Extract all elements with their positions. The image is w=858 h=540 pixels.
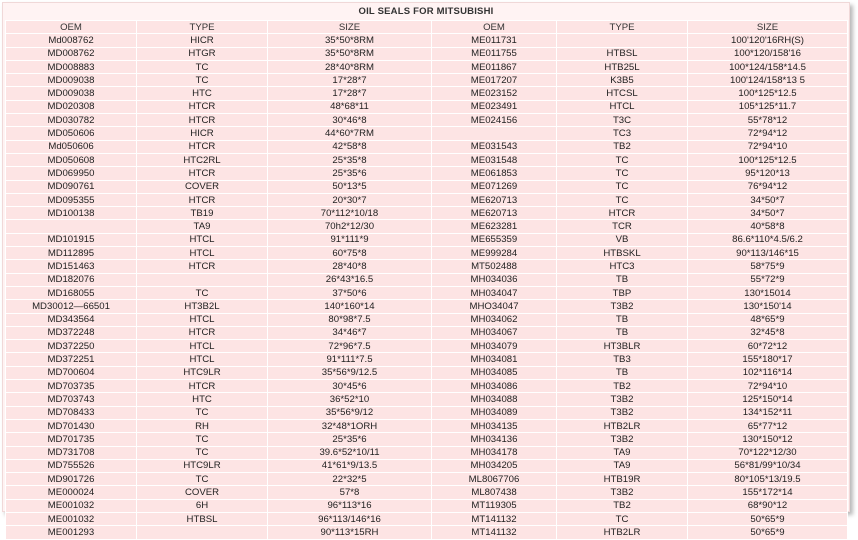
oem-cell: MD168055	[6, 286, 137, 299]
oem-cell: MD755526	[6, 459, 137, 472]
oem-cell	[6, 220, 137, 233]
table-row	[6, 499, 848, 512]
type-cell: HTBSL	[137, 512, 268, 525]
type-cell: TC	[137, 433, 268, 446]
oem-cell: MD069950	[6, 167, 137, 180]
type-cell: HTCL	[137, 340, 268, 353]
table-row	[6, 380, 848, 393]
oem-cell: MD008762	[6, 47, 137, 60]
table-row	[6, 87, 848, 100]
oem-cell: Md008762	[6, 34, 137, 47]
table-row	[6, 127, 848, 140]
oem-cell-2: ME620713	[432, 207, 557, 220]
oem-cell-2: ML8067706	[432, 473, 557, 486]
type-cell: HTCR	[137, 380, 268, 393]
type-cell-2: HTB2LR	[557, 419, 688, 432]
oem-cell: MD151463	[6, 260, 137, 273]
size-cell-2: 125*150*14	[688, 393, 848, 406]
oem-cell: MD101915	[6, 233, 137, 246]
oem-cell: MD30012—66501	[6, 300, 137, 313]
oem-cell-2: ME061853	[432, 167, 557, 180]
oem-cell-2: MT141132	[432, 512, 557, 525]
size-cell: 39.6*52*10/11	[268, 446, 432, 459]
oem-cell-2: MH034067	[432, 326, 557, 339]
oil-seals-panel	[2, 2, 850, 538]
type-cell: HTCL	[137, 233, 268, 246]
size-cell-2: 80*105*13/19.5	[688, 473, 848, 486]
type-cell: HTCR	[137, 193, 268, 206]
type-cell-2: VB	[557, 233, 688, 246]
size-cell: 48*68*11	[268, 100, 432, 113]
size-cell-2: 130*15014	[688, 286, 848, 299]
table-row	[6, 153, 848, 166]
oem-cell: MD008883	[6, 60, 137, 73]
oem-cell: ME001032	[6, 512, 137, 525]
oem-cell-2: ME999284	[432, 247, 557, 260]
type-cell-2: TC	[557, 167, 688, 180]
col-header-oem: OEM	[6, 21, 137, 34]
type-cell-2: TC3	[557, 127, 688, 140]
size-cell: 57*8	[268, 486, 432, 499]
size-cell-2: 155*172*14	[688, 486, 848, 499]
type-cell: HTCR	[137, 100, 268, 113]
table-row	[6, 233, 848, 246]
size-cell: 32*48*1ORH	[268, 419, 432, 432]
size-cell: 25*35*6	[268, 433, 432, 446]
oem-cell-2: MT502488	[432, 260, 557, 273]
col-header-type-2: TYPE	[557, 21, 688, 34]
size-cell: 50*13*5	[268, 180, 432, 193]
oem-cell: Md050606	[6, 140, 137, 153]
oem-cell-2: ME620713	[432, 193, 557, 206]
type-cell-2: T3B2	[557, 406, 688, 419]
size-cell-2: 72*94*10	[688, 380, 848, 393]
type-cell-2: HTB19R	[557, 473, 688, 486]
table-row	[6, 419, 848, 432]
size-cell: 70h2*12/30	[268, 220, 432, 233]
type-cell-2: TBP	[557, 286, 688, 299]
type-cell-2: TC	[557, 512, 688, 525]
oem-cell-2: MH034062	[432, 313, 557, 326]
oem-cell: ME000024	[6, 486, 137, 499]
size-cell: 35*50*8RM	[268, 47, 432, 60]
type-cell: TC	[137, 406, 268, 419]
type-cell: TC	[137, 446, 268, 459]
oem-cell-2: ME011755	[432, 47, 557, 60]
table-row	[6, 260, 848, 273]
size-cell: 140*160*14	[268, 300, 432, 313]
size-cell-2: 105*125*11.7	[688, 100, 848, 113]
col-header-size: SIZE	[268, 21, 432, 34]
size-cell-2: 90*113/146*15	[688, 247, 848, 260]
oem-cell: MD703735	[6, 380, 137, 393]
table-row	[6, 140, 848, 153]
table-row	[6, 353, 848, 366]
size-cell-2: 68*90*12	[688, 499, 848, 512]
size-cell-2: 40*58*8	[688, 220, 848, 233]
type-cell-2: TA9	[557, 446, 688, 459]
size-cell-2: 72*94*10	[688, 140, 848, 153]
oem-cell-2: MH034085	[432, 366, 557, 379]
oem-cell-2: ME024156	[432, 114, 557, 127]
oem-cell: MD701735	[6, 433, 137, 446]
table-row	[6, 100, 848, 113]
size-cell-2: 72*94*12	[688, 127, 848, 140]
oem-cell: MD700604	[6, 366, 137, 379]
oem-cell: MD372250	[6, 340, 137, 353]
type-cell: HTC	[137, 393, 268, 406]
size-cell: 17*28*7	[268, 87, 432, 100]
table-row	[6, 512, 848, 525]
table-row	[6, 167, 848, 180]
oem-cell-2: ML807438	[432, 486, 557, 499]
size-cell: 35*50*8RM	[268, 34, 432, 47]
table-row	[6, 180, 848, 193]
size-cell-2: 100*125*12.5	[688, 87, 848, 100]
size-cell-2: 86.6*110*4.5/6.2	[688, 233, 848, 246]
size-cell-2: 65*77*12	[688, 419, 848, 432]
table-row	[6, 286, 848, 299]
table-row	[6, 433, 848, 446]
table-row	[6, 459, 848, 472]
size-cell-2: 58*75*9	[688, 260, 848, 273]
type-cell: HTC2RL	[137, 153, 268, 166]
table-row	[6, 473, 848, 486]
oem-cell: MD372248	[6, 326, 137, 339]
table-row	[6, 526, 848, 539]
size-cell: 30*46*8	[268, 114, 432, 127]
table-row	[6, 34, 848, 47]
size-cell: 35*56*9/12.5	[268, 366, 432, 379]
oem-cell: MD100138	[6, 207, 137, 220]
type-cell-2: HT3BLR	[557, 340, 688, 353]
oem-cell: ME001293	[6, 526, 137, 539]
type-cell: HTCL	[137, 247, 268, 260]
oem-cell: MD009038	[6, 87, 137, 100]
size-cell: 36*52*10	[268, 393, 432, 406]
type-cell: HTC	[137, 87, 268, 100]
type-cell-2: HTBSKL	[557, 247, 688, 260]
type-cell-2: T3B2	[557, 433, 688, 446]
type-cell-2: TB2	[557, 140, 688, 153]
size-cell-2: 100*125*12.5	[688, 153, 848, 166]
size-cell-2: 130*150'14	[688, 300, 848, 313]
oem-cell: MD112895	[6, 247, 137, 260]
type-cell-2: TC	[557, 193, 688, 206]
type-cell: TC	[137, 473, 268, 486]
size-cell: 90*113*15RH	[268, 526, 432, 539]
size-cell: 17*28*7	[268, 74, 432, 87]
size-cell: 35*56*9/12	[268, 406, 432, 419]
size-cell-2: 34*50*7	[688, 193, 848, 206]
table-row	[6, 366, 848, 379]
oem-cell-2: MH034081	[432, 353, 557, 366]
type-cell-2: HTBSL	[557, 47, 688, 60]
oem-cell: MD343564	[6, 313, 137, 326]
oem-cell: MD182076	[6, 273, 137, 286]
oem-cell: MD901726	[6, 473, 137, 486]
type-cell: HTCR	[137, 114, 268, 127]
type-cell-2: T3B2	[557, 486, 688, 499]
table-row	[6, 220, 848, 233]
oem-cell-2: ME017207	[432, 74, 557, 87]
oem-cell-2: ME031543	[432, 140, 557, 153]
size-cell-2: 50*65*9	[688, 512, 848, 525]
col-header-size-2: SIZE	[688, 21, 848, 34]
oem-cell-2: ME655359	[432, 233, 557, 246]
table-header-row	[6, 21, 848, 34]
type-cell-2: TA9	[557, 459, 688, 472]
oem-cell-2: MH034036	[432, 273, 557, 286]
oem-cell-2: MH034135	[432, 419, 557, 432]
size-cell: 80*98*7.5	[268, 313, 432, 326]
size-cell-2: 48*65*9	[688, 313, 848, 326]
oem-cell: MD701430	[6, 419, 137, 432]
size-cell: 91*111*9	[268, 233, 432, 246]
oem-cell-2: MH034088	[432, 393, 557, 406]
size-cell-2: 60*72*12	[688, 340, 848, 353]
table-row	[6, 326, 848, 339]
oem-cell-2: MH034086	[432, 380, 557, 393]
size-cell: 28*40*8	[268, 260, 432, 273]
type-cell: HTC9LR	[137, 366, 268, 379]
type-cell: TC	[137, 286, 268, 299]
table-row	[6, 193, 848, 206]
type-cell-2: K3B5	[557, 74, 688, 87]
col-header-type: TYPE	[137, 21, 268, 34]
oem-cell-2: MH034047	[432, 286, 557, 299]
type-cell-2: HTC3	[557, 260, 688, 273]
type-cell-2: T3C	[557, 114, 688, 127]
oem-cell: MD731708	[6, 446, 137, 459]
table-row	[6, 446, 848, 459]
oem-cell-2: MH034205	[432, 459, 557, 472]
size-cell: 25*35*6	[268, 167, 432, 180]
oem-cell-2: MH034079	[432, 340, 557, 353]
oem-cell-2: ME071269	[432, 180, 557, 193]
size-cell-2: 70*122*12/30	[688, 446, 848, 459]
table-row	[6, 60, 848, 73]
size-cell-2: 56*81/99*10/34	[688, 459, 848, 472]
type-cell: HTCR	[137, 140, 268, 153]
type-cell: HTCR	[137, 260, 268, 273]
type-cell-2: TB2	[557, 499, 688, 512]
size-cell-2: 100*120/158'16	[688, 47, 848, 60]
type-cell: TB19	[137, 207, 268, 220]
table-row	[6, 340, 848, 353]
size-cell: 96*113*16	[268, 499, 432, 512]
type-cell-2: TC	[557, 153, 688, 166]
size-cell: 22*32*5	[268, 473, 432, 486]
size-cell: 30*45*6	[268, 380, 432, 393]
type-cell: HTCL	[137, 353, 268, 366]
type-cell-2: TB	[557, 366, 688, 379]
oem-cell: MD050608	[6, 153, 137, 166]
table-row	[6, 247, 848, 260]
type-cell: RH	[137, 419, 268, 432]
size-cell-2: 50*65*9	[688, 526, 848, 539]
type-cell: HT3B2L	[137, 300, 268, 313]
type-cell: HTCR	[137, 326, 268, 339]
oem-cell: MD708433	[6, 406, 137, 419]
oem-cell: MD703743	[6, 393, 137, 406]
size-cell-2: 32*45*8	[688, 326, 848, 339]
type-cell	[137, 526, 268, 539]
oem-cell: MD009038	[6, 74, 137, 87]
type-cell-2: HTB25L	[557, 60, 688, 73]
type-cell-2: TC	[557, 180, 688, 193]
size-cell-2: 55*72*9	[688, 273, 848, 286]
type-cell-2: HTCL	[557, 100, 688, 113]
type-cell-2	[557, 34, 688, 47]
table-row	[6, 273, 848, 286]
table-body	[6, 21, 848, 540]
type-cell-2: HTCR	[557, 207, 688, 220]
oem-cell-2: MH034089	[432, 406, 557, 419]
table-row	[6, 207, 848, 220]
type-cell: HTCL	[137, 313, 268, 326]
size-cell-2: 100'120'16RH(S)	[688, 34, 848, 47]
type-cell-2: T3B2	[557, 300, 688, 313]
size-cell-2: 134*152*11	[688, 406, 848, 419]
table-row	[6, 486, 848, 499]
table-row	[6, 74, 848, 87]
oil-seals-table	[5, 20, 848, 540]
size-cell: 41*61*9/13.5	[268, 459, 432, 472]
table-row	[6, 300, 848, 313]
size-cell: 20*30*7	[268, 193, 432, 206]
size-cell-2: 130*150*12	[688, 433, 848, 446]
type-cell: TA9	[137, 220, 268, 233]
size-cell: 37*50*6	[268, 286, 432, 299]
oem-cell-2: MH034136	[432, 433, 557, 446]
oem-cell-2: ME623281	[432, 220, 557, 233]
type-cell: HTC9LR	[137, 459, 268, 472]
size-cell: 26*43*16.5	[268, 273, 432, 286]
size-cell: 96*113/146*16	[268, 512, 432, 525]
type-cell: TC	[137, 60, 268, 73]
type-cell: COVER	[137, 486, 268, 499]
type-cell: HICR	[137, 127, 268, 140]
oem-cell-2: ME023152	[432, 87, 557, 100]
size-cell-2: 55*78*12	[688, 114, 848, 127]
oem-cell-2: MHO34047	[432, 300, 557, 313]
size-cell-2: 76*94*12	[688, 180, 848, 193]
col-header-oem-2: OEM	[432, 21, 557, 34]
type-cell: TC	[137, 74, 268, 87]
oem-cell: MD050606	[6, 127, 137, 140]
type-cell-2: TB	[557, 326, 688, 339]
type-cell: HTGR	[137, 47, 268, 60]
table-row	[6, 406, 848, 419]
type-cell-2: TB	[557, 313, 688, 326]
size-cell-2: 100*124/158*14.5	[688, 60, 848, 73]
oem-cell-2	[432, 127, 557, 140]
type-cell-2: TB2	[557, 380, 688, 393]
table-row	[6, 313, 848, 326]
oem-cell: MD095355	[6, 193, 137, 206]
page-title: OIL SEALS FOR MITSUBISHI	[358, 6, 494, 17]
type-cell: 6H	[137, 499, 268, 512]
table-row	[6, 47, 848, 60]
size-cell: 60*75*8	[268, 247, 432, 260]
oem-cell-2: MT119305	[432, 499, 557, 512]
size-cell: 34*46*7	[268, 326, 432, 339]
type-cell-2: TB	[557, 273, 688, 286]
oem-cell-2: ME031548	[432, 153, 557, 166]
oem-cell-2: ME011867	[432, 60, 557, 73]
type-cell-2: TB3	[557, 353, 688, 366]
size-cell-2: 155*180*17	[688, 353, 848, 366]
oem-cell-2: MT141132	[432, 526, 557, 539]
size-cell: 25*35*8	[268, 153, 432, 166]
oem-cell: MD030782	[6, 114, 137, 127]
size-cell: 28*40*8RM	[268, 60, 432, 73]
oem-cell-2: ME011731	[432, 34, 557, 47]
oem-cell: ME001032	[6, 499, 137, 512]
oem-cell: MD372251	[6, 353, 137, 366]
size-cell: 44*60*7RM	[268, 127, 432, 140]
type-cell: HICR	[137, 34, 268, 47]
size-cell-2: 95*120*13	[688, 167, 848, 180]
size-cell: 91*111*7.5	[268, 353, 432, 366]
type-cell: HTCR	[137, 167, 268, 180]
size-cell: 72*96*7.5	[268, 340, 432, 353]
oem-cell-2: ME023491	[432, 100, 557, 113]
oem-cell: MD020308	[6, 100, 137, 113]
size-cell: 70*112*10/18	[268, 207, 432, 220]
size-cell: 42*58*8	[268, 140, 432, 153]
oem-cell-2: MH034178	[432, 446, 557, 459]
type-cell: COVER	[137, 180, 268, 193]
size-cell-2: 34*50*7	[688, 207, 848, 220]
type-cell	[137, 273, 268, 286]
type-cell-2: TCR	[557, 220, 688, 233]
size-cell-2: 102*116*14	[688, 366, 848, 379]
table-row	[6, 114, 848, 127]
type-cell-2: T3B2	[557, 393, 688, 406]
type-cell-2: HTCSL	[557, 87, 688, 100]
type-cell-2: HTB2LR	[557, 526, 688, 539]
table-row	[6, 393, 848, 406]
size-cell-2: 100'124/158*13 5	[688, 74, 848, 87]
oem-cell: MD090761	[6, 180, 137, 193]
